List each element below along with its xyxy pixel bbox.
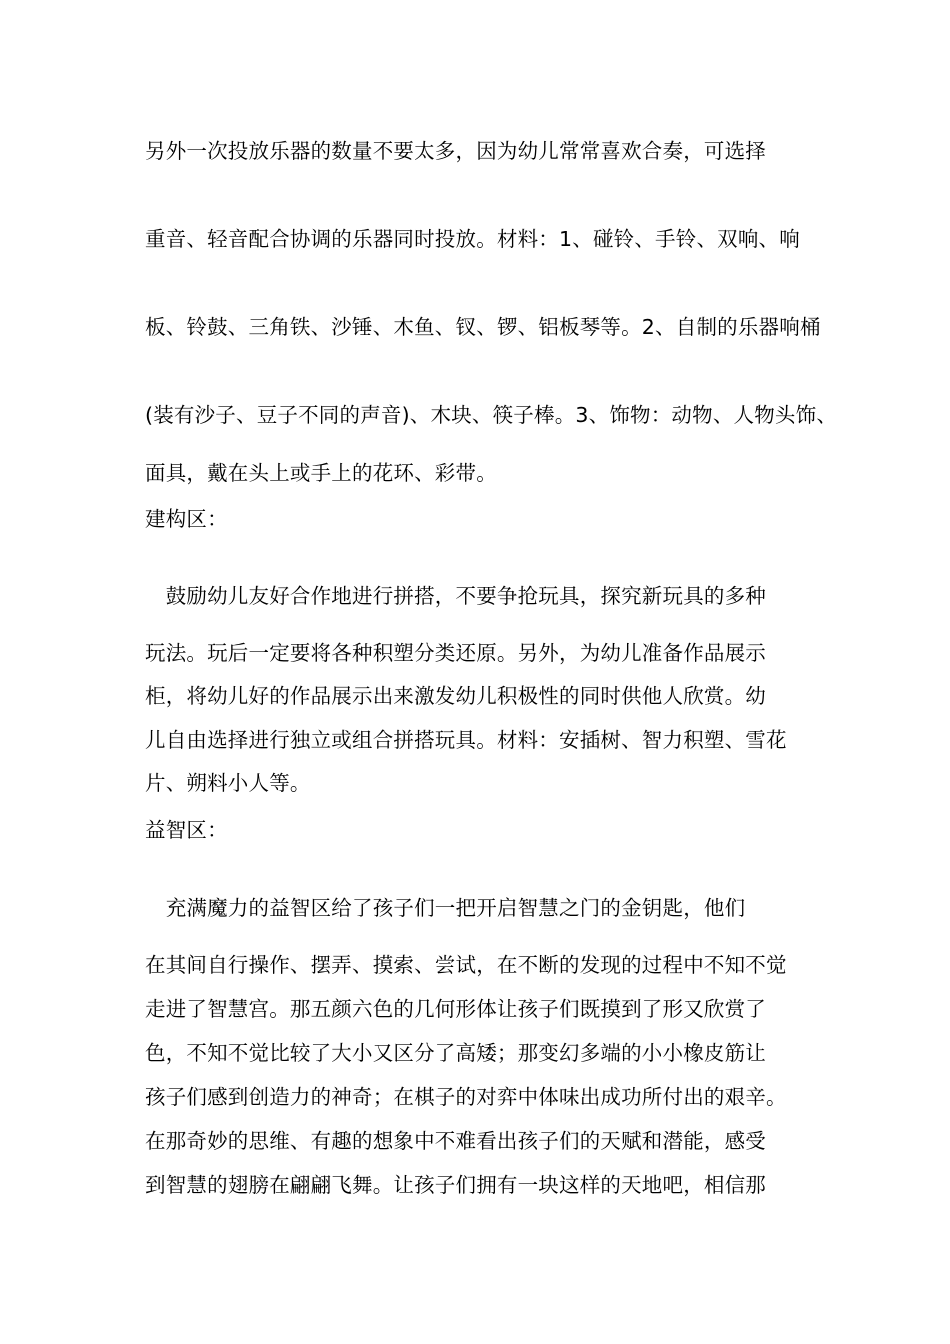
puzzle-paragraph-line: 孩子们感到创造力的神奇；在棋子的对弈中体味出成功所付出的艰辛。 [145,1085,787,1109]
music-paragraph-line: 面具，戴在头上或手上的花环、彩带。 [145,461,497,485]
music-paragraph-line: 另外一次投放乐器的数量不要太多，因为幼儿常常喜欢合奏，可选择 [145,139,766,163]
music-paragraph-line: (装有沙子、豆子不同的声音)、木块、筷子棒。3、饰物：动物、人物头饰、 [145,403,838,427]
puzzle-paragraph-line: 在其间自行操作、摆弄、摸索、尝试，在不断的发现的过程中不知不觉 [145,953,787,977]
puzzle-paragraph-line: 充满魔力的益智区给了孩子们一把开启智慧之门的金钥匙，他们 [145,896,746,920]
puzzle-paragraph-line: 到智慧的翅膀在翩翩飞舞。让孩子们拥有一块这样的天地吧，相信那 [145,1173,766,1197]
puzzle-paragraph-line: 走进了智慧宫。那五颜六色的几何形体让孩子们既摸到了形又欣赏了 [145,997,766,1021]
construction-paragraph-line: 儿自由选择进行独立或组合拼搭玩具。材料：安插树、智力积塑、雪花 [145,728,787,752]
construction-paragraph-line: 鼓励幼儿友好合作地进行拼搭，不要争抢玩具，探究新玩具的多种 [145,584,766,608]
puzzle-heading: 益智区： [145,818,228,842]
construction-heading: 建构区： [145,507,228,531]
music-paragraph-line: 重音、轻音配合协调的乐器同时投放。材料：1、碰铃、手铃、双响、响 [145,227,800,251]
puzzle-paragraph-line: 色，不知不觉比较了大小又区分了高矮；那变幻多端的小小橡皮筋让 [145,1041,766,1065]
construction-paragraph-line: 玩法。玩后一定要将各种积塑分类还原。另外，为幼儿准备作品展示 [145,641,766,665]
construction-paragraph-line: 片、朔料小人等。 [145,771,311,795]
music-paragraph-line: 板、铃鼓、三角铁、沙锤、木鱼、钗、锣、铝板琴等。2、自制的乐器响桶 [145,315,821,339]
puzzle-paragraph-line: 在那奇妙的思维、有趣的想象中不难看出孩子们的天赋和潜能，感受 [145,1129,766,1153]
construction-paragraph-line: 柜，将幼儿好的作品展示出来激发幼儿积极性的同时供他人欣赏。幼 [145,684,766,708]
